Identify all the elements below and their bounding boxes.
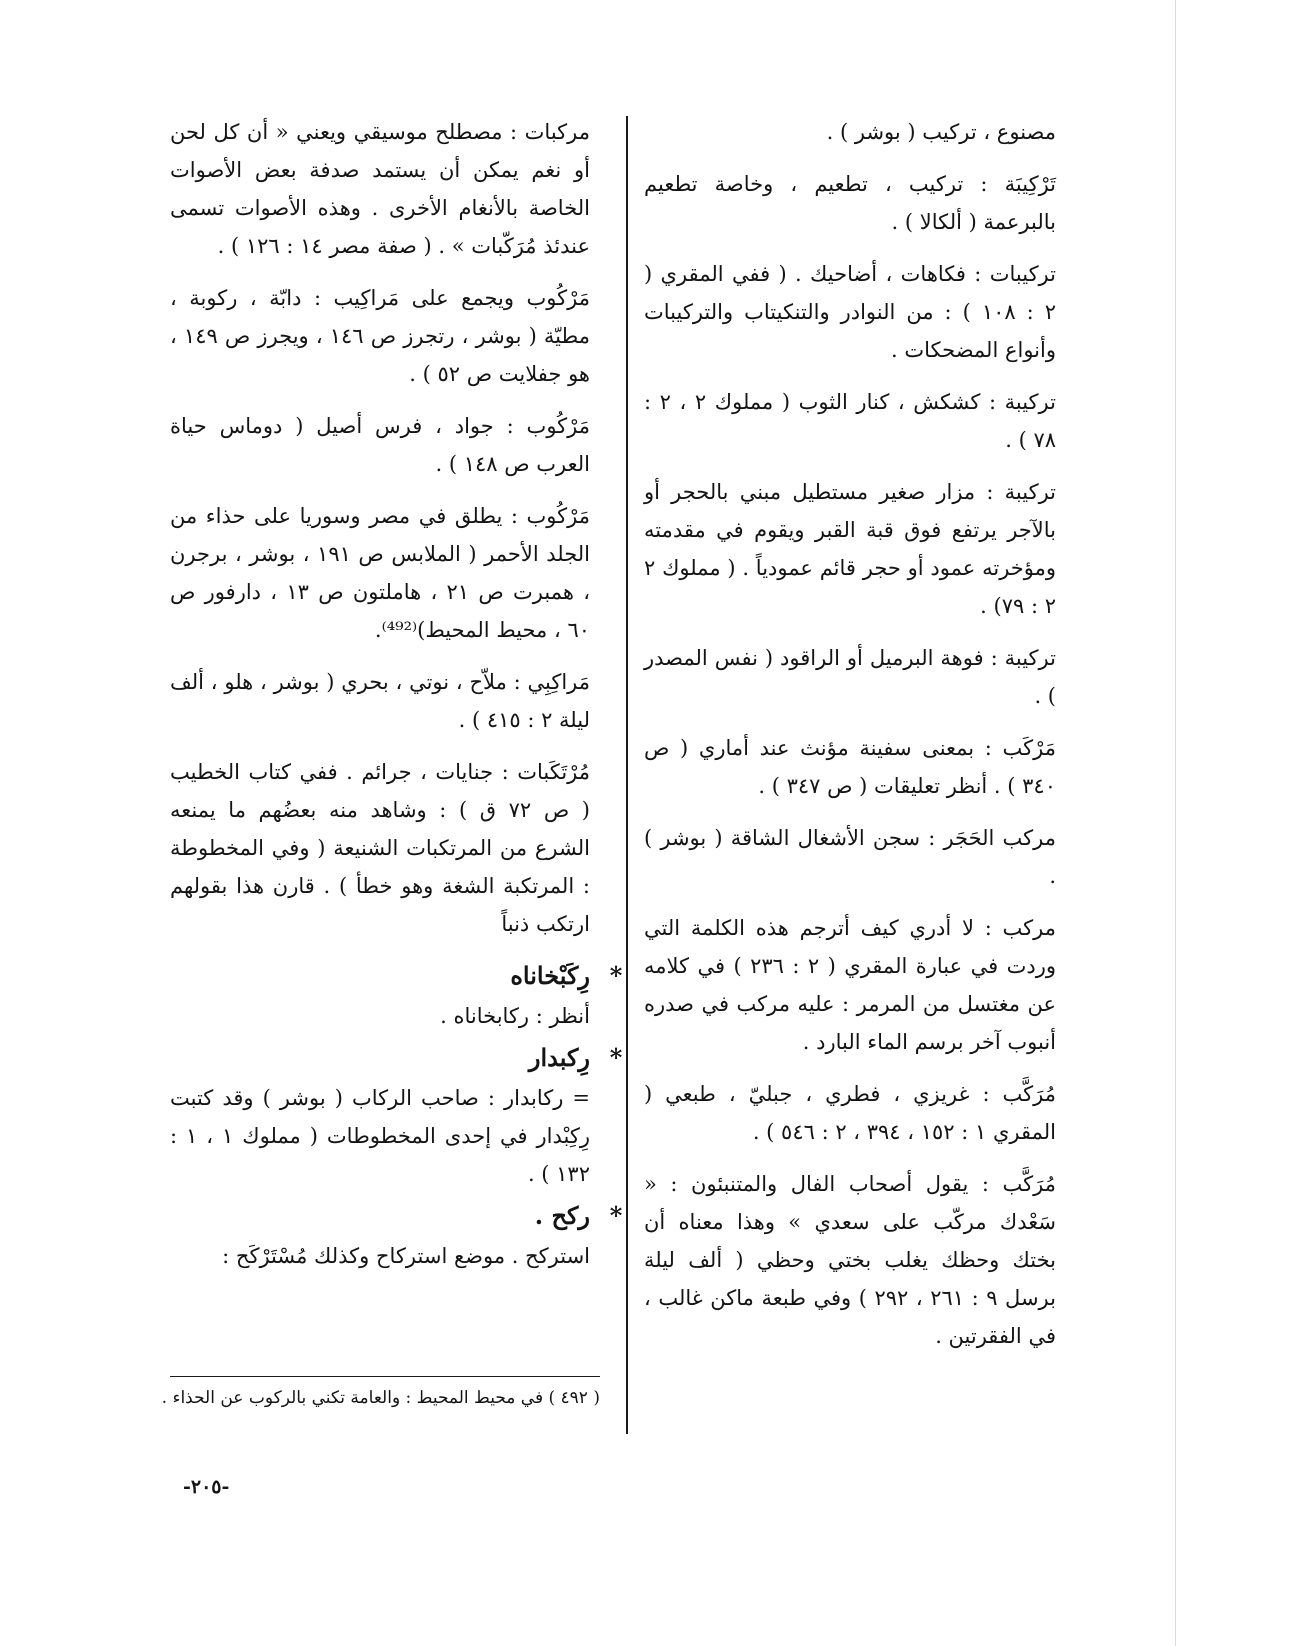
dictionary-entry: مُرَكَّب : غريزي ، فطري ، جبليّ ، طبعي ( المقري ١ : ١٥٢ ، ٣٩٤ ، ٢ : ٥٤٦ ) .	[644, 1082, 1056, 1144]
dictionary-entry: مركبات : مصطلح موسيقي ويعني « أن كل لحن أو نغم يمكن أن يستمد صدفة بعض الأصوات الخاصة بالأنغام الأخرى . وهذه الأصوات تسمى عندئذ مُرَكّبات » . ( صفة مصر ١٤ : ١٢٦ ) .	[170, 120, 590, 258]
dictionary-entry: مركب : لا أدري كيف أترجم هذه الكلمة التي وردت في عبارة المقري ( ٢ : ٢٣٦ ) في كلامه عن مغتسل من المرمر : عليه مركب في صدره أنبوب آخر برسم الماء البارد .	[644, 916, 1056, 1054]
dictionary-entry: مركب الحَجَر : سجن الأشغال الشاقة ( بوشر ) .	[644, 826, 1056, 888]
dictionary-entry: مَرْكُوب : جواد ، فرس أصيل ( دوماس حياة العرب ص ١٤٨ ) .	[170, 414, 590, 476]
dictionary-entry: مُرْتَكَبات : جنايات ، جرائم . ففي كتاب الخطيب ( ص ٧٢ ق ) : وشاهد منه بعضُهم ما يمنعه الشرع من المرتكبات الشنيعة ( وفي المخطوطة : المرتكبة الشغة وهو خطأ ) . قارن هذا بقولهم ارتكب ذنباً	[170, 760, 591, 936]
headword-definition: = ركابدار : صاحب الركاب ( بوشر ) وقد كتبت رِكِبْدار في إحدى المخطوطات ( مملوك ١ ، ١ : ١٣٢ ) .	[170, 1086, 590, 1186]
headword-definition: أنظر : ركابخاناه .	[440, 1004, 590, 1028]
headword-text: رِكبدار	[528, 1043, 590, 1072]
dictionary-entry: مَرْكُوب ويجمع على مَراكِيب : دابّة ، ركوبة ، مطيّة ( بوشر ، رتجرز ص ١٤٦ ، ويجرز ص ١٤٩ ، هو جفلايت ص ٥٢ ) .	[170, 286, 590, 386]
headword-definition: استركح . موضع استركاح وكذلك مُسْتَرْكَح :	[222, 1244, 590, 1268]
asterisk-marker: *	[609, 1201, 623, 1230]
footnote-separator	[170, 1376, 600, 1377]
headword-text: ركح .	[534, 1201, 590, 1230]
headword-text: رِكَبْخاناه	[510, 961, 590, 990]
asterisk-marker: *	[609, 1043, 623, 1072]
asterisk-marker: *	[609, 961, 623, 990]
dictionary-entry: مَرْكُوب : يطلق في مصر وسوريا على حذاء من الجلد الأحمر ( الملابس ص ١٩١ ، بوشر ، برجرن ، همبرت ص ٢١ ، هاملتون ص ١٣ ، دارفور ص ٦٠ ، محيط المحيط)⁽⁴⁹²⁾.	[170, 504, 591, 642]
column-divider	[626, 116, 628, 1434]
page-number: -٢٠٥-	[183, 1476, 230, 1498]
dictionary-entry: تركيبة : فوهة البرميل أو الراقود ( نفس المصدر ) .	[644, 646, 1056, 708]
dictionary-entry: تَرْكِيبَة : تركيب ، تطعيم ، وخاصة تطعيم بالبرعمة ( ألكالا ) .	[644, 172, 1056, 234]
footnote: ( ٤٩٢ ) في محيط المحيط : والعامة تكني بالركوب عن الحذاء .	[161, 1388, 600, 1408]
dictionary-entry: مَرْكَب : بمعنى سفينة مؤنث عند أماري ( ص ٣٤٠ ) . أنظر تعليقات ( ص ٣٤٧ ) .	[644, 736, 1056, 798]
left-column	[170, 113, 623, 1279]
dictionary-entry: مَراكِبِي : ملاّح ، نوتي ، بحري ( بوشر ، هلو ، ألف ليلة ٢ : ٤١٥ ) .	[170, 670, 590, 732]
dictionary-entry: تركيبة : مزار صغير مستطيل مبني بالحجر أو بالآجر يرتفع فوق قبة القبر ويقوم في مقدمته ومؤخرته عمود أو حجر قائم عمودياً . ( مملوك ٢ ٢ : ٧٩) .	[644, 480, 1056, 618]
dictionary-entry: تركيبة : كشكش ، كنار الثوب ( مملوك ٢ ، ٢ : ٧٨ ) .	[644, 390, 1056, 452]
dictionary-entry: تركيبات : فكاهات ، أضاحيك . ( ففي المقري ( ٢ : ١٠٨ ) : من النوادر والتنكيتاب والتركيبات وأنواع المضحكات .	[644, 262, 1056, 362]
headword-rakh	[170, 1197, 642, 1235]
right-column	[644, 113, 1056, 1369]
page-edge-rule	[1175, 0, 1176, 1646]
dictionary-entry: مُرَكَّب : يقول أصحاب الفال والمتنبئون : « سَعْدك مركّب على سعدي » وهذا معناه أن بختك وحظك يغلب بختي وحظي ( ألف ليلة برسل ٩ : ٢٦١ ، ٢٩٢ ) وفي طبعة ماكن غالب ، في الفقرتين .	[644, 1172, 1056, 1348]
headword-rkabkhanah	[170, 957, 642, 995]
headword-rikabdar	[170, 1039, 642, 1077]
dictionary-entry: مصنوع ، تركيب ( بوشر ) .	[826, 120, 1056, 144]
